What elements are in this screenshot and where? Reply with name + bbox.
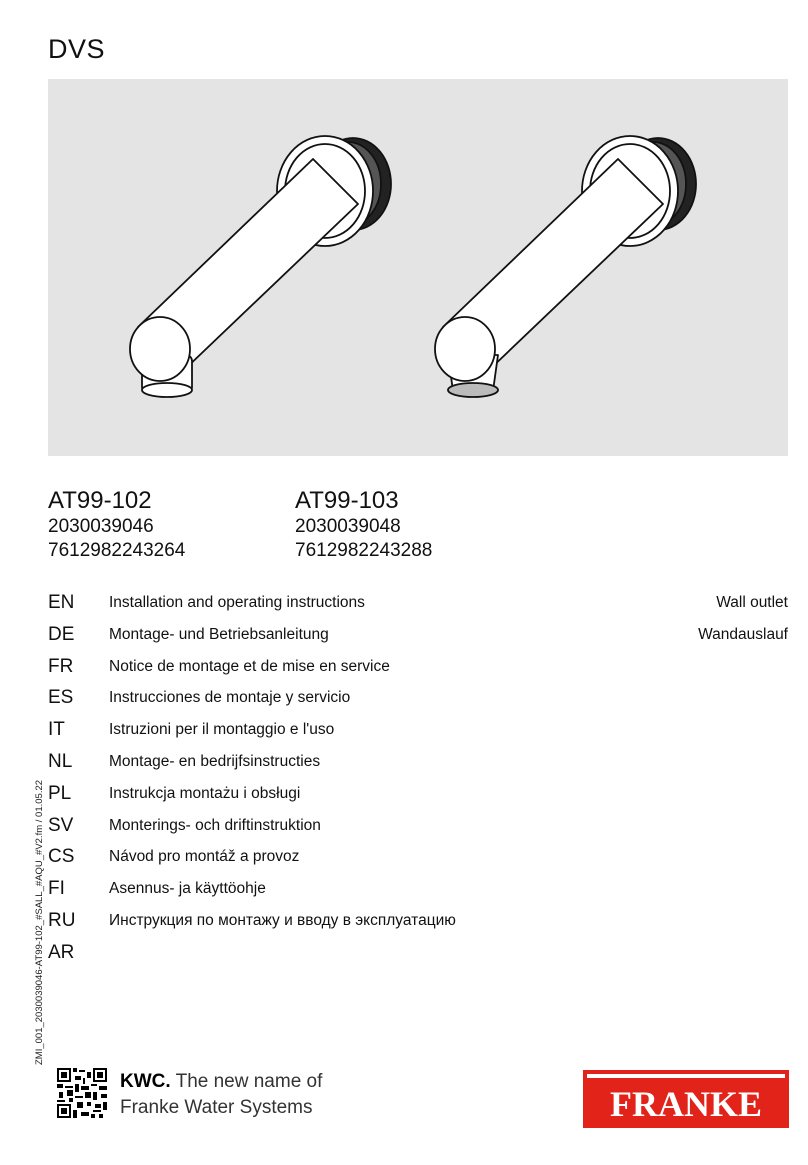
language-title: Istruzioni per il montaggio e l'uso — [109, 721, 335, 739]
kwc-tagline-line-1 — [120, 1071, 322, 1093]
kwc-tagline-text: The new name of — [170, 1071, 323, 1092]
language-code: ES — [48, 687, 74, 709]
language-code: SV — [48, 814, 74, 836]
language-code: PL — [48, 782, 72, 804]
language-title: Instrukcja montażu i obsługi — [109, 784, 301, 802]
product-type: Wall outlet — [716, 594, 788, 611]
language-title: Notice de montage et de mise en service — [109, 657, 390, 675]
ean-number: 7612982243288 — [295, 540, 433, 561]
faucet-at99-102-drawing — [130, 136, 391, 397]
language-title: Asennus- ja käyttöohje — [109, 880, 266, 898]
document-reference: ZMI_001_2030039046-AT99-102_#SALL_#AQU_#V2.fm / 01.05.22 — [34, 779, 45, 1065]
language-title: Installation and operating instructions — [109, 594, 365, 611]
language-list — [48, 592, 788, 974]
language-row-it — [48, 719, 788, 751]
language-code: FR — [48, 655, 74, 677]
page-title: DVS — [48, 34, 106, 64]
language-code: DE — [48, 623, 75, 645]
model-block-2 — [295, 487, 432, 563]
model-block-1 — [48, 487, 185, 563]
franke-logo — [583, 1070, 789, 1128]
article-number: 2030039048 — [295, 516, 401, 537]
language-code: AR — [48, 941, 75, 963]
language-row-ru — [48, 910, 788, 942]
product-type: Wandauslauf — [698, 625, 788, 643]
qr-code-icon — [57, 1068, 107, 1118]
ean-number: 7612982243264 — [48, 540, 186, 561]
article-number: 2030039046 — [48, 516, 154, 537]
language-title: Montage- en bedrijfsinstructies — [109, 752, 321, 770]
model-code: AT99-102 — [48, 487, 152, 514]
language-code: CS — [48, 846, 75, 868]
language-code: EN — [48, 592, 75, 613]
language-row-fr — [48, 656, 788, 688]
language-row-ar — [48, 942, 788, 974]
kwc-tagline-line-2: Franke Water Systems — [120, 1097, 313, 1118]
language-row-cs — [48, 846, 788, 878]
language-row-sv — [48, 815, 788, 847]
language-row-es — [48, 687, 788, 719]
language-row-fi — [48, 878, 788, 910]
language-title: Návod pro montáž a provoz — [109, 848, 300, 866]
language-title: Инструкция по монтажу и вводу в эксплуатацию — [109, 911, 456, 929]
model-code: AT99-103 — [295, 487, 399, 514]
language-row-pl — [48, 783, 788, 815]
language-code: NL — [48, 750, 73, 772]
language-title: Monterings- och driftinstruktion — [109, 816, 321, 834]
language-code: FI — [48, 878, 65, 900]
language-row-nl — [48, 751, 788, 783]
language-code: IT — [48, 719, 65, 741]
language-title: Instrucciones de montaje y servicio — [109, 689, 351, 707]
franke-logo-text: FRANKE — [610, 1084, 762, 1124]
language-title: Montage- und Betriebsanleitung — [109, 625, 329, 643]
language-code: RU — [48, 909, 76, 931]
kwc-brand: KWC. — [120, 1071, 171, 1092]
language-row-de — [48, 624, 788, 656]
language-row-en — [48, 592, 788, 624]
faucet-at99-103-drawing — [435, 136, 696, 397]
product-illustration — [48, 79, 788, 456]
